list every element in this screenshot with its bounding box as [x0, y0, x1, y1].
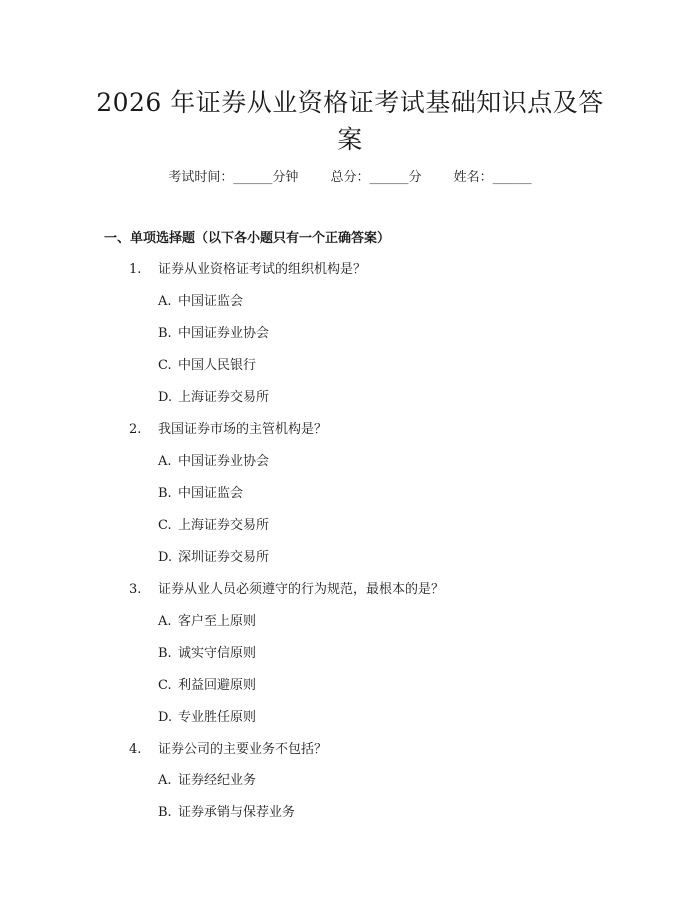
total-score-field: 总分：______分: [330, 170, 422, 185]
option-letter: B.: [158, 805, 172, 820]
option-letter: D.: [158, 710, 173, 725]
option-letter: B.: [158, 486, 172, 501]
question-text: 证券从业资格证考试的组织机构是？: [158, 262, 367, 277]
option-letter: A.: [158, 454, 172, 469]
question-number: 1.: [129, 262, 142, 277]
document-title-line-2: 案: [337, 125, 363, 154]
document-title-line-1: 2026 年证券从业资格证考试基础知识点及答: [96, 88, 604, 117]
option-letter: D.: [158, 550, 173, 565]
option-letter: A.: [158, 773, 172, 788]
option-text: 利益回避原则: [178, 678, 257, 693]
section-heading: 一、单项选择题（以下各小题只有一个正确答案）: [104, 231, 391, 246]
exam-meta-line: [0, 168, 700, 188]
option-text: 中国证监会: [178, 294, 244, 309]
option-letter: B.: [158, 326, 172, 341]
option-text: 诚实守信原则: [178, 646, 257, 661]
name-field: 姓名：______: [453, 170, 532, 185]
question-text: 证券从业人员必须遵守的行为规范，最根本的是？: [158, 582, 445, 597]
option-letter: B.: [158, 646, 172, 661]
exam-time-field: 考试时间：______分钟: [168, 170, 299, 185]
option-text: 上海证券交易所: [178, 518, 270, 533]
question-number: 3.: [129, 582, 142, 597]
question-number: 2.: [129, 422, 142, 437]
option-text: 中国证券业协会: [178, 326, 270, 341]
document-title: [80, 84, 620, 158]
question-text: 证券公司的主要业务不包括？: [158, 742, 328, 757]
option-text: 证券经纪业务: [178, 773, 257, 788]
option-text: 中国证监会: [178, 486, 244, 501]
option-letter: A.: [158, 614, 172, 629]
option-text: 客户至上原则: [178, 614, 257, 629]
option-text: 上海证券交易所: [178, 390, 270, 405]
option-letter: A.: [158, 294, 172, 309]
option-text: 证券承销与保荐业务: [178, 805, 296, 820]
option-text: 专业胜任原则: [178, 710, 257, 725]
option-text: 深圳证券交易所: [178, 550, 270, 565]
option-letter: C.: [158, 358, 172, 373]
option-text: 中国人民银行: [178, 358, 257, 373]
option-text: 中国证券业协会: [178, 454, 270, 469]
question-text: 我国证券市场的主管机构是？: [158, 422, 328, 437]
question-number: 4.: [129, 742, 142, 757]
option-letter: D.: [158, 390, 173, 405]
option-letter: C.: [158, 678, 172, 693]
option-letter: C.: [158, 518, 172, 533]
